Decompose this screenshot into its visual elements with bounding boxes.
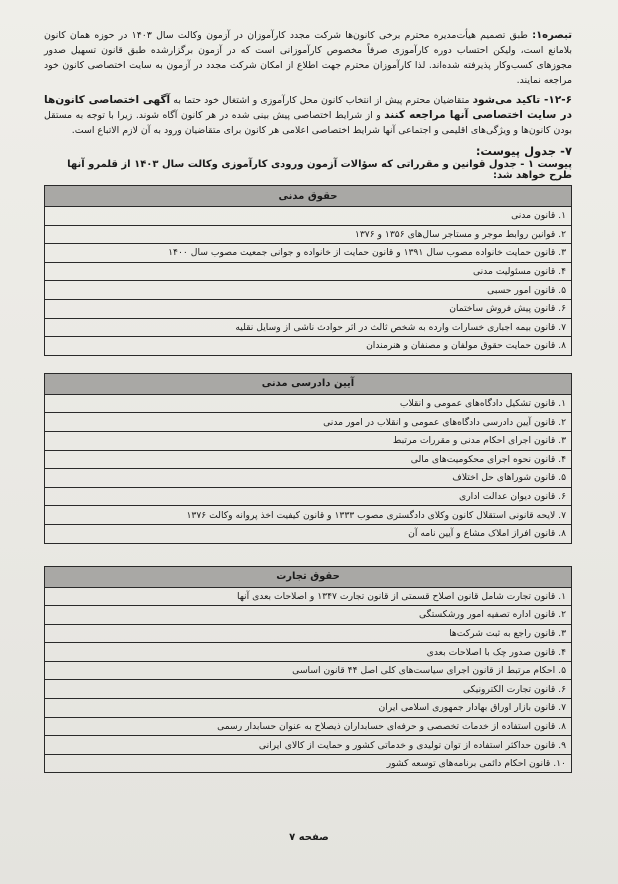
table-cell: ۲. قانون اداره تصفیه امور ورشکستگی — [45, 606, 572, 625]
table-cell: ۱. قانون تجارت شامل قانون اصلاح قسمتی از قانون تجارت ۱۳۴۷ و اصلاحات بعدی آنها — [45, 587, 572, 606]
table-cell: ۳. قانون حمایت خانواده مصوب سال ۱۳۹۱ و قانون حمایت از خانواده و جوانی جمعیت مصوب سال ۱۴۰۰ — [45, 244, 572, 263]
table-row — [45, 450, 572, 469]
table-row — [45, 207, 572, 226]
table-heading: آیین دادرسی مدنی — [45, 373, 572, 394]
table-cell: ۷. لایحه قانونی استقلال کانون وکلای دادگستری مصوب ۱۳۳۳ و قانون کیفیت اخذ پروانه وکالت ۱۳۷۶ — [45, 506, 572, 525]
table-row — [45, 661, 572, 680]
table-row — [45, 606, 572, 625]
table-row — [45, 337, 572, 356]
table-cell: ۸. قانون استفاده از خدمات تخصصی و حرفه‌ای حسابداران ذیصلاح به عنوان حسابدار رسمی — [45, 717, 572, 736]
note-1-text: طبق تصمیم هیأت‌مدیره محترم برخی کانون‌ها شرکت مجدد کارآموزان در آزمون وکالت سال ۱۴۰۳ در حوزه همان کانون بلامانع است، ولیکن احتساب دوره کارآموزی صرفاً مخصوص کارآموزانی است که در آزمون برگزارشده طبق قانون تسهیل صدور مجوزهای کسب‌وکار پذیرفته شده‌اند. لذا کارآموزان محترم جهت اطلاع از امکان شرکت مجدد در آزمون به سایت اختصاصی کانون خود مراجعه نمایند. — [44, 30, 572, 86]
table-cell: ۱. قانون مدنی — [45, 207, 572, 226]
appendix-title: پیوست ۱ - جدول قوانین و مقرراتی که سؤالات آزمون ورودی کارآموزی وکالت سال ۱۴۰۳ از قلمرو آنها طرح خواهد شد: — [67, 159, 572, 181]
table-heading: حقوق تجارت — [45, 566, 572, 587]
table-cell: ۵. احکام مرتبط از قانون اجرای سیاست‌های کلی اصل ۴۴ قانون اساسی — [45, 661, 572, 680]
table-row — [45, 487, 572, 506]
table-row — [45, 680, 572, 699]
page-number: صفحه ۷ — [289, 832, 329, 843]
table-cell: ۴. قانون صدور چک با اصلاحات بعدی — [45, 643, 572, 662]
table-row — [45, 717, 572, 736]
table-cell: ۶. قانون تجارت الکترونیکی — [45, 680, 572, 699]
table-row — [45, 281, 572, 300]
table-cell: ۵. قانون شوراهای حل اختلاف — [45, 469, 572, 488]
note-2-bold: آگهی اختصاصی کانون‌ها در سایت اختصاصی آنها مراجعه کنند — [44, 94, 572, 121]
table-civil-procedure — [44, 373, 572, 544]
table-row — [45, 643, 572, 662]
table-row — [45, 524, 572, 543]
note-2-lead: ۱۲-۶- تاکید می‌شود — [472, 94, 573, 106]
table-cell: ۸. قانون افراز املاک مشاع و آیین نامه آن — [45, 524, 572, 543]
table-cell: ۷. قانون بازار اوراق بهادار جمهوری اسلامی ایران — [45, 699, 572, 718]
table-row — [45, 225, 572, 244]
table-cell: ۹. قانون حداکثر استفاده از توان تولیدی و خدماتی کشور و حمایت از کالای ایرانی — [45, 736, 572, 755]
table-civil-law — [44, 185, 572, 356]
table-row — [45, 244, 572, 263]
table-cell: ۲. قوانین روابط موجر و مستاجر سال‌های ۱۳۵۶ و ۱۳۷۶ — [45, 225, 572, 244]
table-row — [45, 506, 572, 525]
note-2 — [44, 93, 572, 138]
table-row — [45, 587, 572, 606]
table-row — [45, 624, 572, 643]
table-commercial-law — [44, 566, 572, 774]
table-row — [45, 431, 572, 450]
table-row — [45, 318, 572, 337]
note-2-text-1: متقاضیان محترم پیش از انتخاب کانون محل کارآموزی و اشتغال خود حتما به — [170, 95, 473, 106]
table-cell: ۴. قانون مسئولیت مدنی — [45, 262, 572, 281]
table-row — [45, 469, 572, 488]
table-row — [45, 413, 572, 432]
table-cell: ۳. قانون اجرای احکام مدنی و مقررات مرتبط — [45, 431, 572, 450]
table-cell: ۱۰. قانون احکام دائمی برنامه‌های توسعه کشور — [45, 754, 572, 773]
table-row — [45, 262, 572, 281]
table-cell: ۴. قانون نحوه اجرای محکومیت‌های مالی — [45, 450, 572, 469]
table-cell: ۳. قانون راجع به ثبت شرکت‌ها — [45, 624, 572, 643]
note-2-text-2: و از شرایط اختصاصی پیش بینی شده در هر کانون آگاه شوند. زیرا با توجه به مستقل بودن کانون‌ها و ویژگی‌های اقلیمی و اجتماعی آنها شرایط اختصاصی اعلامی هر کانون برای متقاضیان ورود به آن لازم الاتباع است. — [44, 110, 572, 136]
note-1-title: تبصره۱: — [532, 30, 572, 41]
table-heading: حقوق مدنی — [45, 186, 572, 207]
table-cell: ۵. قانون امور حسبی — [45, 281, 572, 300]
table-cell: ۱. قانون تشکیل دادگاه‌های عمومی و انقلاب — [45, 394, 572, 413]
table-row — [45, 736, 572, 755]
table-cell: ۲. قانون آیین دادرسی دادگاه‌های عمومی و انقلاب در امور مدنی — [45, 413, 572, 432]
table-cell: ۶. قانون دیوان عدالت اداری — [45, 487, 572, 506]
table-cell: ۷. قانون بیمه اجباری خسارات وارده به شخص ثالث در اثر حوادث ناشی از وسایل نقلیه — [45, 318, 572, 337]
table-row — [45, 754, 572, 773]
note-1 — [44, 28, 572, 88]
table-row — [45, 299, 572, 318]
table-cell: ۶. قانون پیش فروش ساختمان — [45, 299, 572, 318]
table-row — [45, 699, 572, 718]
section-heading: ۷- جدول پیوست: — [475, 144, 572, 158]
table-row — [45, 394, 572, 413]
table-cell: ۸. قانون حمایت حقوق مولفان و مصنفان و هنرمندان — [45, 337, 572, 356]
